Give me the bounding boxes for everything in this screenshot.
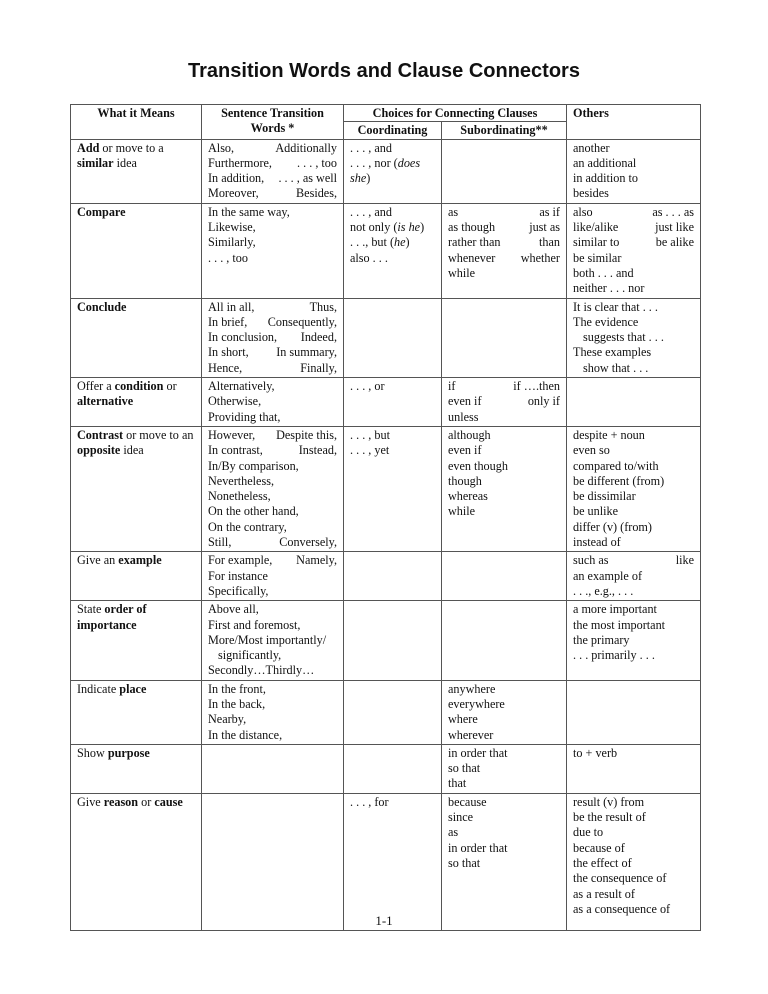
meaning-bold-text: purpose	[107, 745, 150, 760]
cell-line: as a result of	[573, 886, 635, 901]
table-row	[71, 680, 701, 744]
cell-line: also . . .	[350, 250, 388, 265]
cell-text: if	[448, 379, 456, 394]
cell-line: the primary	[573, 632, 630, 647]
cell-line: while	[448, 265, 476, 280]
cell-text: Furthermore,	[208, 155, 272, 170]
cell-line: in order that	[448, 840, 508, 855]
cell-text: In contrast,	[208, 443, 263, 458]
cell-line: Similarly,	[208, 235, 256, 250]
cell-sentence-transition	[202, 552, 344, 601]
cell-text: For example,	[208, 553, 273, 568]
cell-meaning	[71, 298, 202, 377]
cell-line	[448, 235, 560, 250]
cell-line: Nonetheless,	[208, 489, 271, 504]
cell-line: due to	[573, 825, 604, 840]
cell-text: . . . , as well	[278, 171, 337, 186]
cell-subordinating	[442, 680, 567, 744]
cell-line: be the result of	[573, 810, 646, 825]
cell-subordinating	[442, 378, 567, 427]
cell-line: These examples	[573, 345, 652, 360]
header-coordinating: Coordinating	[344, 122, 442, 139]
cell-text: Hence,	[208, 360, 243, 375]
cell-line: wherever	[448, 727, 494, 742]
cell-subordinating	[442, 793, 567, 930]
cell-meaning	[71, 793, 202, 930]
cell-line: be similar	[573, 250, 622, 265]
meaning-bold-text: reason	[103, 794, 139, 809]
cell-text: also	[573, 204, 593, 219]
cell-line: the consequence of	[573, 871, 667, 886]
cell-others	[567, 378, 701, 427]
meaning-bold-text: dd	[85, 140, 100, 155]
cell-text: only if	[527, 394, 560, 409]
cell-line: be dissimilar	[573, 489, 636, 504]
cell-text: Despite this,	[276, 427, 337, 442]
cell-line	[448, 394, 560, 409]
cell-line: in addition to	[573, 171, 638, 186]
cell-line: not only (is he)	[350, 220, 425, 235]
meaning-bold-text: Conclude	[77, 299, 127, 314]
cell-line: Above all,	[208, 602, 259, 617]
cell-text: rather than	[448, 235, 501, 250]
cell-coordinating	[344, 426, 442, 551]
table-row	[71, 139, 701, 203]
meaning-text: idea	[120, 443, 144, 458]
cell-sentence-transition	[202, 793, 344, 930]
meaning-text: or move to an	[123, 427, 194, 442]
cell-line: anywhere	[448, 681, 496, 696]
cell-text: Besides,	[296, 186, 337, 201]
cell-line: unless	[448, 409, 479, 424]
cell-line: result (v) from	[573, 794, 645, 809]
cell-meaning	[71, 426, 202, 551]
cell-line: . . . , too	[208, 250, 248, 265]
cell-line: On the other hand,	[208, 504, 299, 519]
meaning-text: or	[138, 794, 155, 809]
document-title: Transition Words and Clause Connectors	[188, 60, 580, 82]
cell-text: However,	[208, 427, 256, 442]
cell-text: such as	[573, 553, 609, 568]
cell-coordinating	[344, 298, 442, 377]
cell-line	[208, 553, 337, 568]
cell-subordinating	[442, 552, 567, 601]
cell-line	[573, 553, 694, 568]
cell-text: as if	[539, 204, 560, 219]
cell-sentence-transition	[202, 298, 344, 377]
meaning-bold-text: alternative	[77, 394, 134, 409]
cell-line: everywhere	[448, 696, 505, 711]
cell-line: Secondly…Thirdly…	[208, 663, 315, 678]
cell-coordinating	[344, 793, 442, 930]
cell-line: . . ., e.g., . . .	[573, 583, 634, 598]
meaning-text: Give an	[77, 553, 119, 568]
cell-sentence-transition	[202, 426, 344, 551]
cell-text: as though	[448, 220, 496, 235]
cell-line: . . . , and	[350, 204, 392, 219]
cell-line: be unlike	[573, 504, 619, 519]
cell-text: whether	[520, 250, 560, 265]
cell-coordinating	[344, 378, 442, 427]
cell-subordinating	[442, 426, 567, 551]
cell-meaning	[71, 139, 202, 203]
cell-line: so that	[448, 855, 481, 870]
cell-line: a more important	[573, 602, 657, 617]
transition-words-table	[70, 104, 701, 931]
table-row	[71, 744, 701, 793]
cell-subordinating	[442, 744, 567, 793]
meaning-bold-text: A	[77, 140, 86, 155]
cell-meaning	[71, 552, 202, 601]
cell-line: Otherwise,	[208, 394, 262, 409]
cell-coordinating	[344, 680, 442, 744]
cell-text: In addition,	[208, 171, 265, 186]
meaning-bold-text: Compare	[77, 204, 126, 219]
cell-line: to + verb	[573, 745, 618, 760]
cell-coordinating	[344, 601, 442, 680]
cell-others	[567, 552, 701, 601]
cell-line: . . ., but (he)	[350, 235, 410, 250]
header-subordinating: Subordinating**	[442, 122, 567, 139]
cell-sentence-transition	[202, 744, 344, 793]
cell-subordinating	[442, 139, 567, 203]
cell-meaning	[71, 203, 202, 298]
cell-line: . . . , yet	[350, 443, 390, 458]
cell-meaning	[71, 601, 202, 680]
cell-line: It is clear that . . .	[573, 299, 658, 314]
cell-line: despite + noun	[573, 427, 645, 442]
cell-line: suggests that . . .	[583, 330, 664, 345]
cell-text: like	[675, 553, 694, 568]
cell-coordinating	[344, 744, 442, 793]
cell-line	[208, 345, 337, 360]
cell-sentence-transition	[202, 139, 344, 203]
cell-text: whenever	[448, 250, 496, 265]
cell-line	[208, 361, 337, 376]
cell-line: For instance	[208, 568, 268, 583]
meaning-bold-text: order of importance	[77, 602, 147, 632]
cell-text: just as	[529, 220, 560, 235]
cell-line: even though	[448, 458, 508, 473]
cell-line: compared to/with	[573, 458, 659, 473]
cell-text: All in all,	[208, 299, 255, 314]
cell-line: the effect of	[573, 855, 632, 870]
cell-text: In short,	[208, 345, 249, 360]
cell-others	[567, 793, 701, 930]
cell-text: Moreover,	[208, 186, 259, 201]
cell-line: The evidence	[573, 314, 639, 329]
cell-sentence-transition	[202, 680, 344, 744]
cell-text: In brief,	[208, 314, 248, 329]
cell-text: be alike	[655, 235, 694, 250]
header-what-it-means: What it Means	[71, 105, 202, 140]
header-sentence-transition: Sentence Transition Words *	[202, 105, 344, 140]
cell-text: Finally,	[300, 360, 337, 375]
cell-text: if ….then	[513, 379, 560, 394]
meaning-bold-text: opposite	[77, 443, 121, 458]
italic-text: he	[394, 235, 406, 250]
cell-line	[208, 535, 337, 550]
meaning-text: State	[77, 602, 105, 617]
cell-line: while	[448, 504, 476, 519]
table-row	[71, 601, 701, 680]
cell-text: Still,	[208, 535, 232, 550]
cell-text: as	[448, 204, 459, 219]
cell-others	[567, 680, 701, 744]
cell-line: In the back,	[208, 696, 266, 711]
cell-text: Indeed,	[300, 330, 337, 345]
table-row	[71, 552, 701, 601]
cell-line: another	[573, 140, 610, 155]
cell-line	[448, 251, 560, 266]
cell-meaning	[71, 680, 202, 744]
cell-line: an example of	[573, 568, 643, 583]
cell-line: In the distance,	[208, 727, 283, 742]
cell-line	[208, 171, 337, 186]
meaning-bold-text: Contrast	[77, 427, 124, 442]
cell-line: . . . , but	[350, 427, 390, 442]
cell-line	[208, 186, 337, 201]
cell-line: On the contrary,	[208, 519, 287, 534]
cell-sentence-transition	[202, 203, 344, 298]
cell-line: because	[448, 794, 487, 809]
cell-text: Thus,	[309, 299, 337, 314]
cell-line: . . . , for	[350, 794, 389, 809]
cell-line: whereas	[448, 489, 488, 504]
cell-text: Conversely,	[279, 535, 337, 550]
cell-line: as a consequence of	[573, 901, 671, 916]
cell-line: that	[448, 776, 467, 791]
cell-text: similar to	[573, 235, 620, 250]
cell-line: Nevertheless,	[208, 473, 274, 488]
cell-others	[567, 426, 701, 551]
meaning-text: Give	[77, 794, 104, 809]
cell-line: as	[448, 825, 459, 840]
meaning-bold-text: place	[119, 681, 147, 696]
meaning-text: Show	[77, 745, 108, 760]
cell-sentence-transition	[202, 601, 344, 680]
cell-line: show that . . .	[583, 360, 649, 375]
cell-coordinating	[344, 552, 442, 601]
cell-text: just like	[655, 220, 694, 235]
meaning-bold-text: cause	[154, 794, 183, 809]
meaning-text: or	[163, 379, 177, 394]
cell-line: so that	[448, 761, 481, 776]
cell-line: Specifically,	[208, 583, 269, 598]
cell-subordinating	[442, 203, 567, 298]
cell-text: like/alike	[573, 220, 619, 235]
cell-line: because of	[573, 840, 625, 855]
cell-line: Likewise,	[208, 220, 256, 235]
italic-text: is he	[397, 220, 421, 235]
cell-line: Providing that,	[208, 409, 281, 424]
table-row	[71, 793, 701, 930]
header-choices-connecting-clauses: Choices for Connecting Clauses	[344, 105, 567, 122]
cell-others	[567, 601, 701, 680]
cell-line	[573, 205, 694, 220]
cell-text: In summary,	[276, 345, 337, 360]
cell-line: significantly,	[218, 648, 282, 663]
meaning-bold-text: condition	[114, 379, 164, 394]
meaning-text: idea	[113, 155, 137, 170]
cell-line	[208, 443, 337, 458]
cell-text: as . . . as	[652, 204, 694, 219]
cell-line: both . . . and	[573, 265, 634, 280]
cell-line: . . . , and	[350, 140, 392, 155]
cell-line: although	[448, 427, 491, 442]
meaning-bold-text: example	[118, 553, 162, 568]
cell-line	[208, 156, 337, 171]
cell-line: neither . . . nor	[573, 281, 645, 296]
cell-line	[208, 300, 337, 315]
cell-line	[208, 315, 337, 330]
cell-others	[567, 203, 701, 298]
cell-line: . . . , nor (does she)	[350, 155, 421, 186]
cell-others	[567, 298, 701, 377]
cell-line: differ (v) (from)	[573, 519, 652, 534]
header-others: Others	[567, 105, 701, 140]
cell-coordinating	[344, 139, 442, 203]
cell-line	[573, 220, 694, 235]
meaning-text: Offer a	[77, 379, 115, 394]
cell-text: even if	[448, 394, 482, 409]
cell-subordinating	[442, 298, 567, 377]
cell-line: be different (from)	[573, 473, 665, 488]
cell-line	[573, 235, 694, 250]
cell-line: In the front,	[208, 681, 266, 696]
cell-line: an additional	[573, 155, 637, 170]
cell-others	[567, 744, 701, 793]
italic-text: she	[350, 171, 367, 186]
table-row	[71, 378, 701, 427]
cell-text: Also,	[208, 140, 235, 155]
table-body	[71, 139, 701, 930]
cell-line: the most important	[573, 617, 666, 632]
meaning-bold-text: similar	[77, 155, 114, 170]
cell-text: Instead,	[298, 443, 337, 458]
cell-text: Namely,	[296, 553, 337, 568]
cell-line	[208, 330, 337, 345]
cell-line: even if	[448, 443, 482, 458]
cell-text: In conclusion,	[208, 330, 278, 345]
cell-line: besides	[573, 186, 609, 201]
cell-meaning	[71, 744, 202, 793]
cell-text: Consequently,	[267, 314, 337, 329]
cell-line: though	[448, 473, 482, 488]
cell-line: even so	[573, 443, 610, 458]
page-number: 1-1	[375, 913, 393, 928]
cell-line: In the same way,	[208, 204, 290, 219]
cell-text: Additionally	[275, 140, 337, 155]
cell-line: First and foremost,	[208, 617, 301, 632]
cell-line	[208, 141, 337, 156]
cell-line	[448, 379, 560, 394]
cell-subordinating	[442, 601, 567, 680]
cell-line: . . . , or	[350, 379, 385, 394]
cell-coordinating	[344, 203, 442, 298]
cell-line: where	[448, 712, 478, 727]
cell-sentence-transition	[202, 378, 344, 427]
cell-line: Alternatively,	[208, 379, 275, 394]
cell-line: in order that	[448, 745, 508, 760]
cell-line: In/By comparison,	[208, 458, 299, 473]
table-row	[71, 203, 701, 298]
italic-text: does	[397, 155, 421, 170]
cell-line: since	[448, 810, 474, 825]
cell-text: than	[539, 235, 560, 250]
meaning-text: or move to a	[99, 140, 164, 155]
meaning-text: Indicate	[77, 681, 120, 696]
table-row	[71, 298, 701, 377]
cell-others	[567, 139, 701, 203]
cell-line	[448, 220, 560, 235]
cell-line	[208, 428, 337, 443]
cell-line: . . . primarily . . .	[573, 648, 655, 663]
cell-line: Nearby,	[208, 712, 247, 727]
cell-text: . . . , too	[297, 155, 337, 170]
cell-meaning	[71, 378, 202, 427]
cell-line: More/Most importantly/	[208, 632, 327, 647]
cell-line: instead of	[573, 535, 621, 550]
cell-line	[448, 205, 560, 220]
table-row	[71, 426, 701, 551]
